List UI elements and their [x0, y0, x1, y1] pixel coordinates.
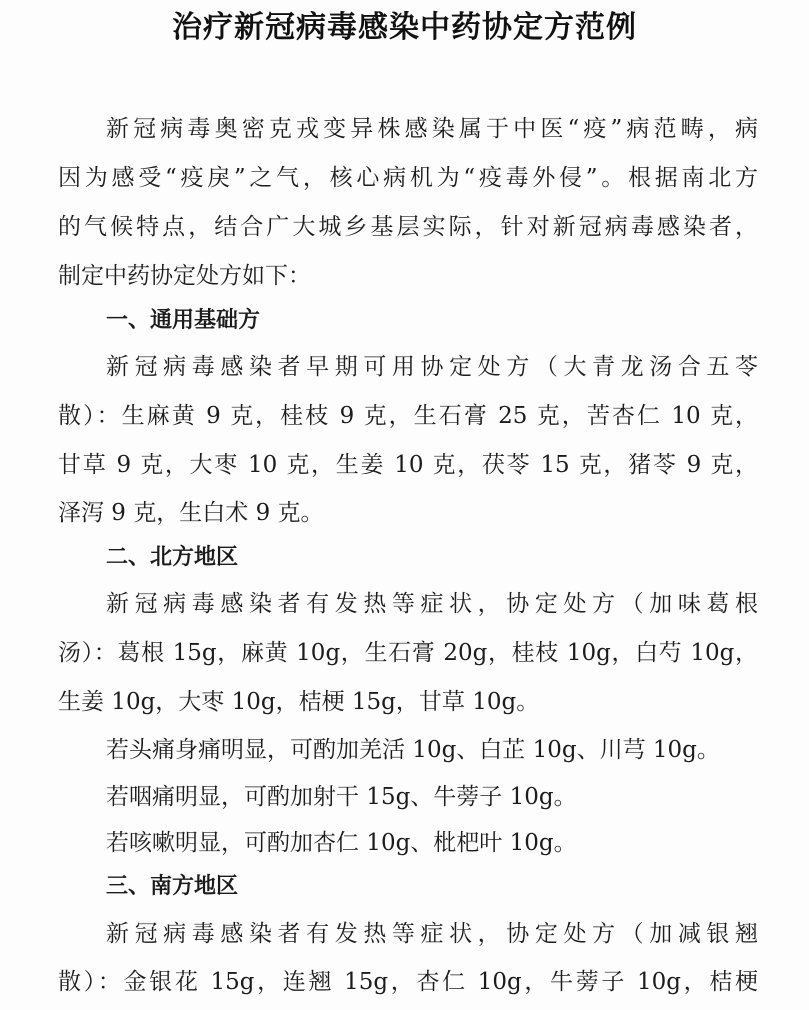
- section-1-line-1: 新冠病毒感染者早期可用协定处方（大青龙汤合五苓: [106, 354, 758, 380]
- section-2-note-3: 若咳嗽明显，可酌加杏仁 10g、枇杷叶 10g。: [106, 830, 577, 856]
- section-1-heading: 一、通用基础方: [106, 308, 261, 333]
- intro-line-3: 的气候特点，结合广大城乡基层实际，针对新冠病毒感染者，: [58, 214, 758, 240]
- section-2-line-2: 汤）：葛根 15g，麻黄 10g，生石膏 20g，桂枝 10g，白芍 10g，: [58, 640, 758, 666]
- section-3-line-2: 散）：金银花 15g，连翘 15g，杏仁 10g，牛蒡子 10g，桔梗: [58, 969, 758, 995]
- intro-line-2: 因为感受“疫戾”之气，核心病机为“疫毒外侵”。根据南北方: [58, 165, 758, 191]
- section-1-line-4: 泽泻 9 克，生白术 9 克。: [58, 500, 324, 526]
- section-1-line-3: 甘草 9 克，大枣 10 克，生姜 10 克，茯苓 15 克，猪苓 9 克，: [58, 452, 758, 478]
- intro-line-1: 新冠病毒奥密克戎变异株感染属于中医“疫”病范畴，病: [106, 116, 758, 142]
- section-2-line-3: 生姜 10g，大枣 10g，桔梗 15g，甘草 10g。: [58, 689, 540, 715]
- section-2-note-1: 若头痛身痛明显，可酌加羌活 10g、白芷 10g、川芎 10g。: [106, 737, 720, 763]
- section-2-heading: 二、北方地区: [106, 545, 239, 570]
- section-3-heading: 三、南方地区: [106, 874, 239, 899]
- document-title: 治疗新冠病毒感染中药协定方范例: [172, 10, 637, 45]
- intro-line-4: 制定中药协定处方如下：: [58, 263, 311, 289]
- section-2-line-1: 新冠病毒感染者有发热等症状，协定处方（加味葛根: [106, 591, 758, 617]
- section-3-line-1: 新冠病毒感染者有发热等症状，协定处方（加减银翘: [106, 921, 758, 947]
- section-1-line-2: 散）：生麻黄 9 克，桂枝 9 克，生石膏 25 克，苦杏仁 10 克，: [58, 403, 758, 429]
- section-2-note-2: 若咽痛明显，可酌加射干 15g、牛蒡子 10g。: [106, 784, 577, 810]
